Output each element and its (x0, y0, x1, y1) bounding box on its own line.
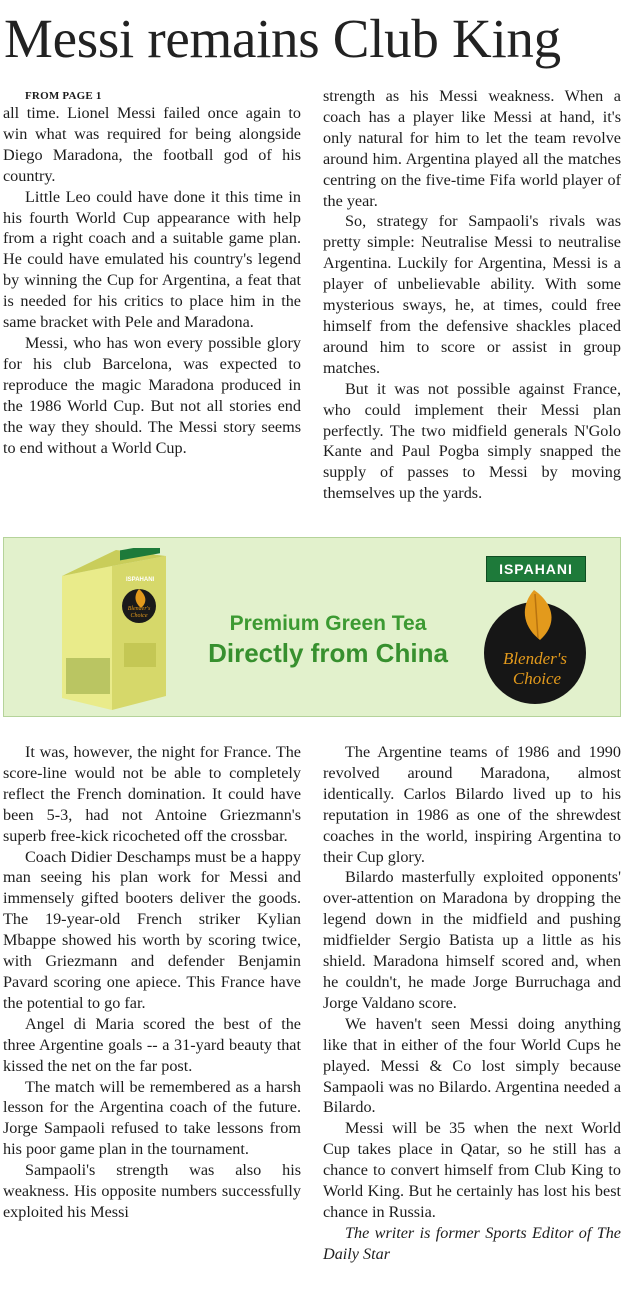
article-column-3 (3, 742, 301, 1223)
paragraph: Little Leo could have done it this time in his fourth World Cup appearance with help from a right coach and a suitable game plan. He could have emulated his country's legend by winning the Cup for Argentina, a feat that is needed for his critics to place him in the same bracket with Pele and Maradona. (3, 187, 301, 332)
paragraph: It was, however, the night for France. The score-line would not be able to completely reflect the French domination. It could have been 5-3, had not Antoine Griezmann's superb free-kick ricocheted off the crossbar. (3, 743, 301, 845)
article-column-1 (3, 89, 301, 458)
box-logo-text: Blender's (127, 606, 151, 612)
advertisement[interactable] (3, 537, 621, 717)
box-logo-text: Choice (130, 613, 148, 619)
logo-text-2: Choice (512, 669, 562, 688)
headline: Messi remains Club King (4, 8, 561, 69)
jump-label: FROM PAGE 1 (25, 90, 102, 102)
brand-tag: ISPAHANI (486, 556, 586, 582)
paragraph: Messi will be 35 when the next World Cup takes place in Qatar, so he still has a chance to convert himself from Club King to World King. But he certainly has lost his best chance in Russia. (323, 1119, 621, 1221)
paragraph: strength as his Messi weakness. When a coach has a player like Messi at hand, it's only natural for him to let the team revolve around him. Argentina played all the matches centring on the five-time Fifa world player of the year. (323, 87, 621, 210)
paragraph: So, strategy for Sampaoli's rivals was pretty simple: Neutralise Messi to neutralise Argentina. Luckily for Argentina, Messi is a player of unbelievable ability. With some mysterious sways, he, at times, could free himself from the defensive shackles placed around him to score or assist in group matches. (323, 212, 621, 377)
tea-box-image (54, 548, 174, 714)
paragraph: Bilardo masterfully exploited opponents' over-attention on Maradona by dropping the legend down in the midfield and pushing midfielder Sergio Batista up a little as his shield. Maradona himself scored and, when he couldn't, he made Jorge Burruchaga and Jorge Valdano score. (323, 868, 621, 1012)
ad-line-2: Directly from China (208, 638, 448, 668)
ad-line-1: Premium Green Tea (229, 612, 427, 635)
article-column-4 (323, 742, 621, 1265)
paragraph: The Argentine teams of 1986 and 1990 revolved around Maradona, almost identically. Carlos Bilardo lived up to his reputation in 1986 as one of the shrewdest coaches in the world, inspiring Argentina to their Cup glory. (323, 743, 621, 866)
paragraph: Coach Didier Deschamps must be a happy man seeing his plan work for Messi and immensely gifted booters deliver the goods. The 19-year-old French striker Kylian Mbappe showed his worth by scoring twice, with Griezmann and defender Benjamin Pavard scoring one apiece. This France have the potential to go far. (3, 847, 301, 1012)
paragraph: We haven't seen Messi doing anything like that in either of the four World Cups he played. Messi & Co lost simply because Sampaoli was no Bilardo. Argentina needed a Bilardo. (323, 1014, 621, 1117)
blenders-choice-logo (480, 584, 590, 708)
byline: The writer is former Sports Editor of The Daily Star (323, 1223, 621, 1263)
ad-headline (200, 611, 456, 669)
paragraph: Messi, who has won every possible glory for his club Barcelona, was expected to reproduce the magic Maradona produced in the 1986 World Cup. But not all stories end the way they should. The Messi story seems to end without a World Cup. (3, 333, 301, 457)
paragraph: Angel di Maria scored the best of the three Argentine goals -- a 31-yard beauty that kissed the net on the far post. (3, 1014, 301, 1075)
paragraph: all time. Lionel Messi failed once again to win what was required for being alongside Diego Maradona, the football god of his country. (3, 104, 301, 185)
paragraph: Sampaoli's strength was also his weakness. His opposite numbers successfully exploited his Messi (3, 1161, 301, 1221)
article-column-2 (323, 86, 621, 504)
paragraph: The match will be remembered as a harsh lesson for the Argentina coach of the future. Jorge Sampaoli refused to take lessons from his poor game plan in the tournament. (3, 1077, 301, 1159)
paragraph: But it was not possible against France, who could implement their Messi plan perfectly. The two midfield generals N'Golo Kante and Paul Pogba simply snapped the supply of passes to Messi by moving themselves up the yards. (323, 379, 621, 503)
box-brand: ISPAHANI (126, 577, 155, 583)
logo-text-1: Blender's (502, 649, 568, 668)
